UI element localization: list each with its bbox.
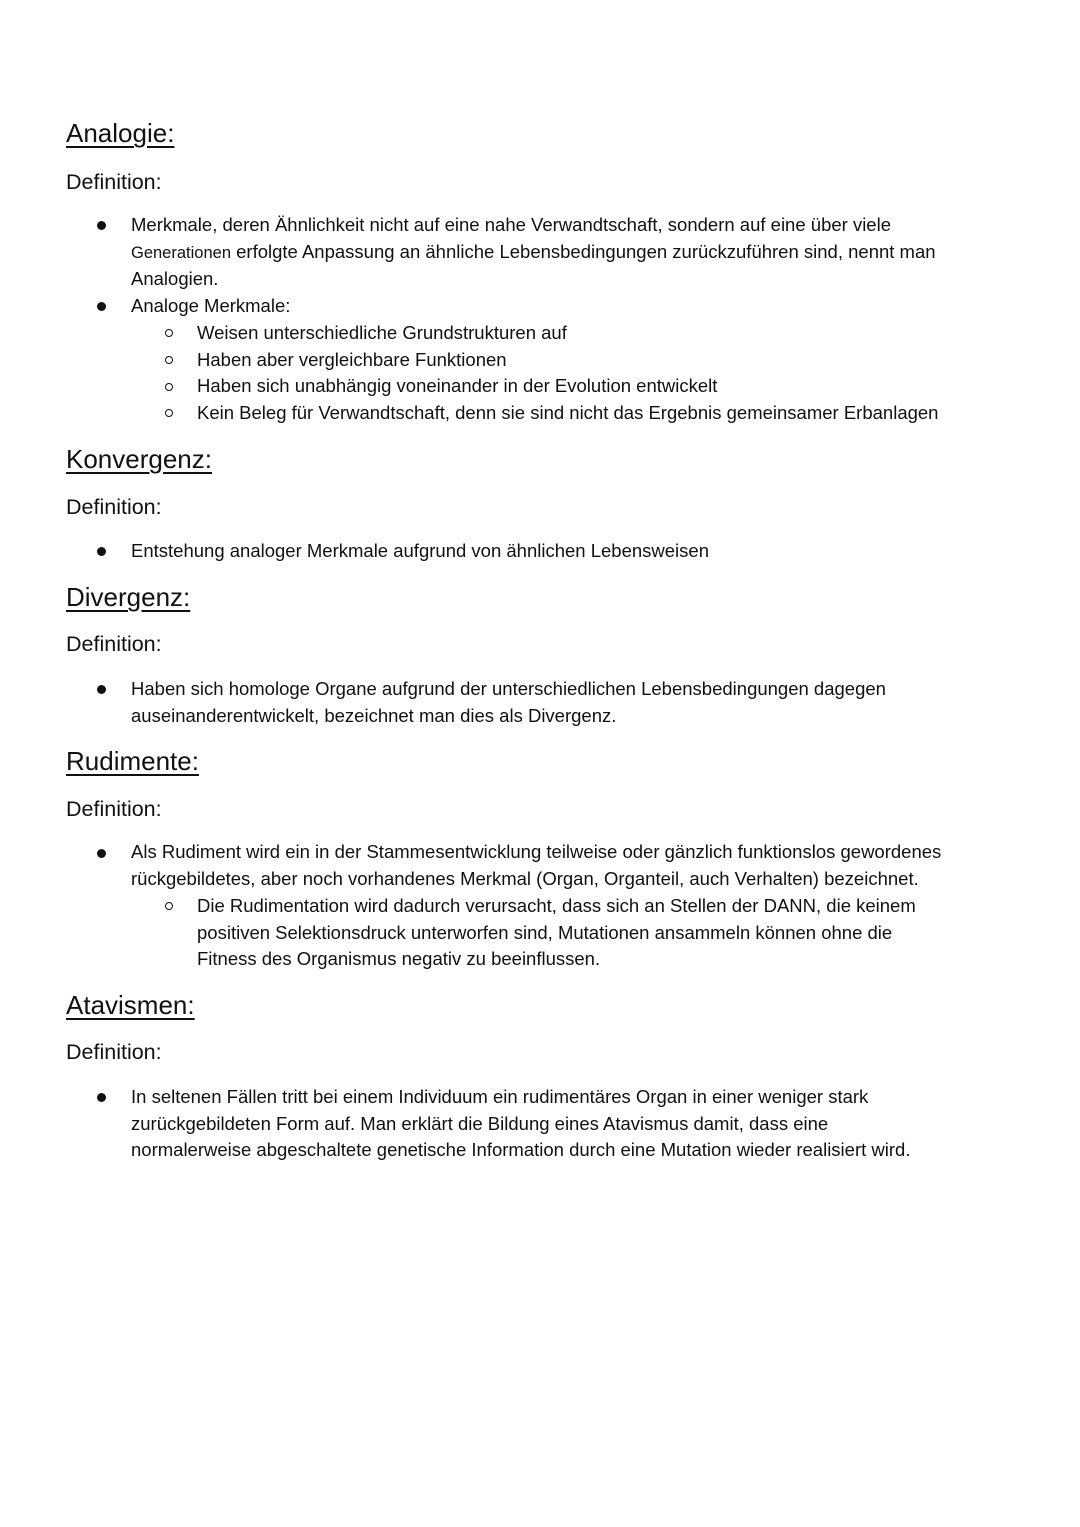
- heading-analogie: Analogie:: [66, 118, 175, 148]
- list-item-line: Haben sich homologe Organe aufgrund der unterschiedlichen Lebensbedingungen dagegen: [131, 678, 886, 699]
- list-item-fragment: Generationen: [131, 243, 231, 262]
- list-item: [131, 212, 1031, 293]
- sub-list-item-line: Fitness des Organismus negativ zu beeinflussen.: [197, 948, 601, 970]
- sub-list-item: Weisen unterschiedliche Grundstrukturen auf: [197, 322, 567, 343]
- circle-bullet-icon: [165, 383, 173, 391]
- bullet-icon: [97, 302, 106, 311]
- bullet-icon: [97, 221, 106, 230]
- definition-label: Definition:: [66, 495, 162, 519]
- sub-list-item-line: Die Rudimentation wird dadurch verursacht, dass sich an Stellen der DANN, die keinem: [197, 895, 916, 916]
- bullet-icon: [97, 547, 106, 556]
- list-item-line: In seltenen Fällen tritt bei einem Individuum ein rudimentäres Organ in einer weniger stark: [131, 1086, 869, 1107]
- list-item-line: [131, 239, 1031, 267]
- list-item-line: Analogien.: [131, 268, 219, 290]
- list-item-line: rückgebildetes, aber noch vorhandenes Merkmal (Organ, Organteil, auch Verhalten) bezeichnet.: [131, 867, 919, 889]
- definition-label: Definition:: [66, 632, 162, 656]
- circle-bullet-icon: [165, 902, 173, 910]
- list-item: [131, 1084, 910, 1164]
- bullet-icon: [97, 849, 106, 858]
- bullet-icon: [97, 1093, 106, 1102]
- sub-list-item: [197, 893, 916, 973]
- heading-konvergenz: Konvergenz:: [66, 444, 212, 474]
- list-item-line: Als Rudiment wird ein in der Stammesentwicklung teilweise oder gänzlich funktionslos gewordenes: [131, 841, 942, 862]
- bullet-icon: [97, 685, 106, 694]
- list-item: Analoge Merkmale:: [131, 295, 291, 316]
- heading-divergenz: Divergenz:: [66, 582, 191, 612]
- definition-label: Definition:: [66, 170, 162, 194]
- list-item-line: zurückgebildeten Form auf. Man erklärt die Bildung eines Atavismus damit, dass eine: [131, 1112, 829, 1134]
- circle-bullet-icon: [165, 409, 173, 417]
- heading-atavismen: Atavismen:: [66, 990, 195, 1020]
- sub-list-item: Haben sich unabhängig voneinander in der Evolution entwickelt: [197, 375, 718, 396]
- sub-list-item-line: positiven Selektionsdruck unterworfen sind, Mutationen ansammeln können ohne die: [197, 921, 893, 943]
- list-item-fragment: erfolgte Anpassung an ähnliche Lebensbedingungen zurückzuführen sind, nennt man: [236, 240, 936, 262]
- list-item-line: auseinanderentwickelt, bezeichnet man dies als Divergenz.: [131, 704, 617, 726]
- circle-bullet-icon: [165, 356, 173, 364]
- list-item: Entstehung analoger Merkmale aufgrund von ähnlichen Lebensweisen: [131, 540, 709, 561]
- list-item: [131, 676, 886, 729]
- heading-rudimente: Rudimente:: [66, 746, 199, 776]
- definition-label: Definition:: [66, 797, 162, 821]
- sub-list-item: Haben aber vergleichbare Funktionen: [197, 349, 507, 370]
- sub-list-item: Kein Beleg für Verwandtschaft, denn sie sind nicht das Ergebnis gemeinsamer Erbanlagen: [197, 402, 939, 423]
- definition-label: Definition:: [66, 1040, 162, 1064]
- list-item: [131, 839, 941, 892]
- list-item-line: Merkmale, deren Ähnlichkeit nicht auf eine nahe Verwandtschaft, sondern auf eine über viele: [131, 214, 891, 235]
- circle-bullet-icon: [165, 329, 173, 337]
- list-item-line: normalerweise abgeschaltete genetische Information durch eine Mutation wieder realisiert wird.: [131, 1139, 911, 1161]
